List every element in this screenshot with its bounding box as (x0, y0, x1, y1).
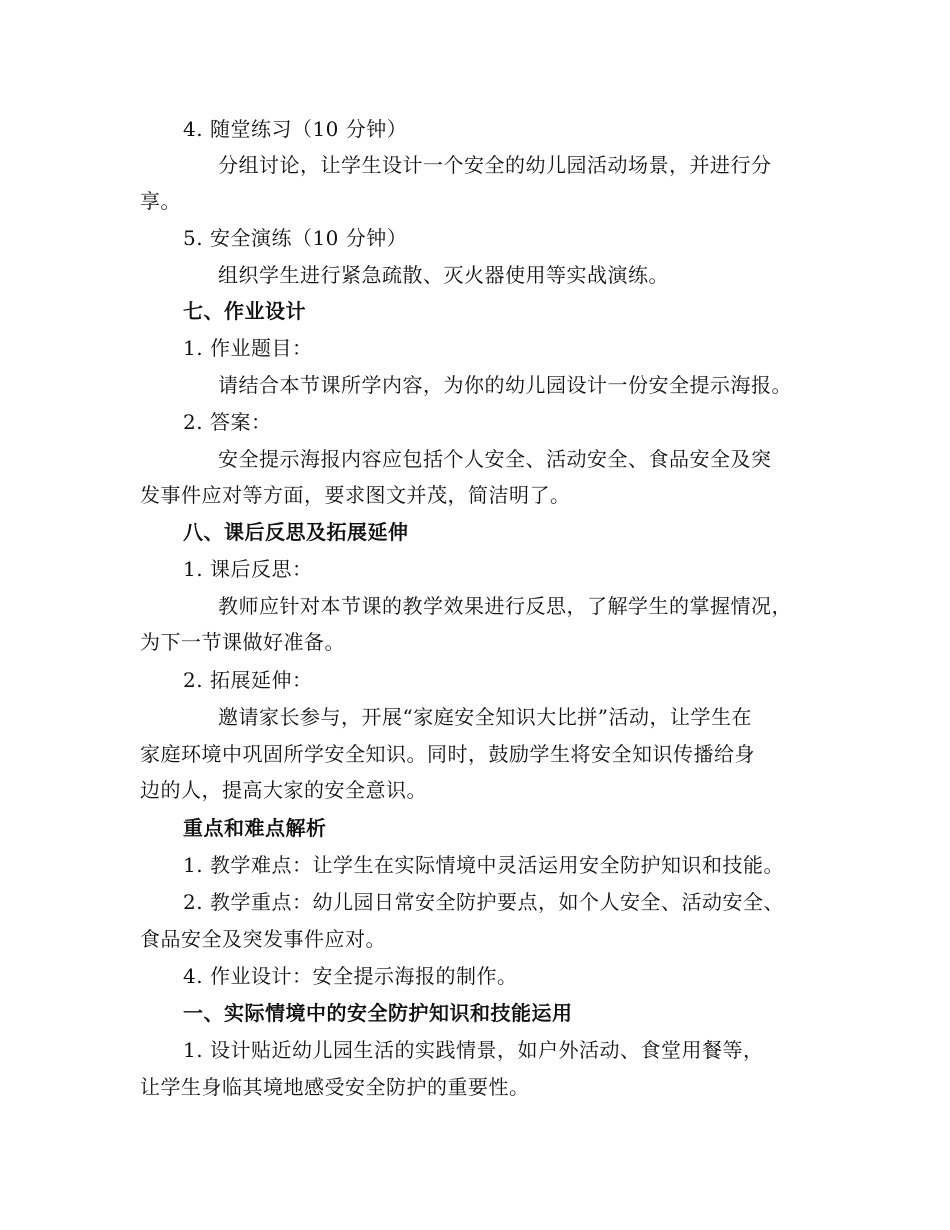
list-item-heading: 4. 随堂练习（10 分钟） (183, 117, 408, 141)
list-item-heading: 2. 拓展延伸： (183, 668, 313, 692)
paragraph-line: 安全提示海报内容应包括个人安全、活动安全、食品安全及突 (218, 447, 772, 471)
list-item: 1. 教学难点：让学生在实际情境中灵活运用安全防护知识和技能。 (183, 853, 784, 877)
paragraph-line: 发事件应对等方面，要求图文并茂，简洁明了。 (140, 483, 571, 507)
list-item-heading: 1. 作业题目： (183, 336, 313, 360)
list-item: 2. 教学重点：幼儿园日常安全防护要点，如个人安全、活动安全、 (183, 890, 784, 914)
list-item-heading: 2. 答案： (183, 410, 272, 434)
paragraph-line: 食品安全及突发事件应对。 (140, 927, 386, 951)
paragraph-line: 组织学生进行紧急疏散、灭火器使用等实战演练。 (218, 263, 669, 287)
paragraph-line: 教师应针对本节课的教学效果进行反思，了解学生的掌握情况， (218, 594, 792, 618)
paragraph-line: 邀请家长参与，开展“家庭安全知识大比拼”活动，让学生在 (218, 705, 752, 729)
paragraph-line: 家庭环境中巩固所学安全知识。同时，鼓励学生将安全知识传播给身 (140, 742, 755, 766)
paragraph-line: 享。 (140, 189, 181, 213)
section-heading: 八、课后反思及拓展延伸 (183, 520, 409, 544)
list-item: 1. 设计贴近幼儿园生活的实践情景，如户外活动、食堂用餐等， (183, 1038, 764, 1062)
section-heading: 一、实际情境中的安全防护知识和技能运用 (183, 1001, 573, 1025)
list-item-heading: 1. 课后反思： (183, 557, 313, 581)
paragraph-line: 让学生身临其境地感受安全防护的重要性。 (140, 1075, 530, 1099)
list-item: 4. 作业设计：安全提示海报的制作。 (183, 964, 518, 988)
section-heading: 重点和难点解析 (183, 816, 327, 840)
paragraph-line: 为下一节课做好准备。 (140, 630, 345, 654)
list-item-heading: 5. 安全演练（10 分钟） (183, 226, 408, 250)
paragraph-line: 请结合本节课所学内容，为你的幼儿园设计一份安全提示海报。 (218, 373, 792, 397)
paragraph-line: 边的人，提高大家的安全意识。 (140, 778, 427, 802)
section-heading: 七、作业设计 (183, 299, 306, 323)
paragraph-line: 分组讨论，让学生设计一个安全的幼儿园活动场景，并进行分 (218, 153, 772, 177)
